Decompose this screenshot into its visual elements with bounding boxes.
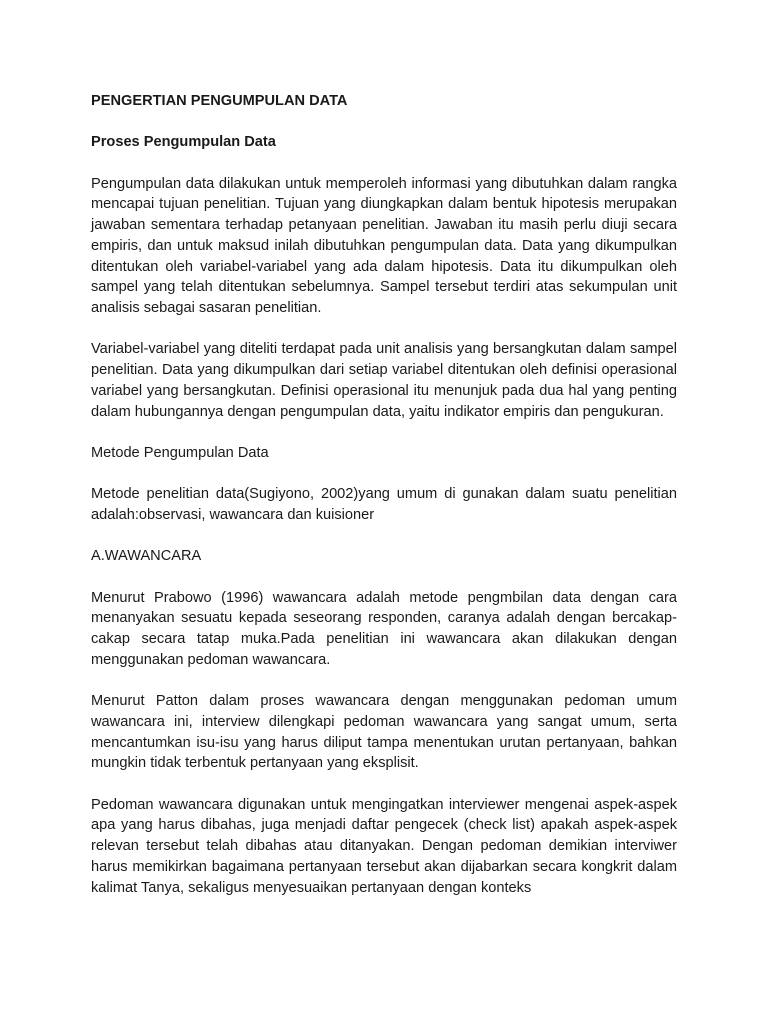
paragraph-pedoman: Pedoman wawancara digunakan untuk mengingatkan interviewer mengenai aspek-aspek apa yang harus dibahas, juga menjadi daftar pengecek (check list) apakah aspek-aspek relevan tersebut telah dibahas atau ditanyakan. Dengan pedoman demikian interviwer harus memikirkan bagaimana pertanyaan tersebut akan dijabarkan secara kongkrit dalam kalimat Tanya, sekaligus menyesuaikan pertanyaan dengan konteks	[91, 796, 677, 896]
paragraph-pengumpulan: Pengumpulan data dilakukan untuk memperoleh informasi yang dibutuhkan dalam rangka mencapai tujuan penelitian. Tujuan yang diungkapkan dalam bentuk hipotesis merupakan jawaban sementara terhadap petanyaan penelitian. Jawaban itu masih perlu diuji secara empiris, dan untuk maksud inilah dibutuhkan pengumpulan data. Data yang dikumpulkan ditentukan oleh variabel-variabel yang ada dalam hipotesis. Data itu dikumpulkan oleh sampel yang telah ditentukan sebelumnya. Sampel tersebut terdiri atas sekumpulan unit analisis sebagai sasaran penelitian.	[91, 175, 677, 316]
paragraph-variabel: Variabel-variabel yang diteliti terdapat pada unit analisis yang bersangkutan dalam sampel penelitian. Data yang dikumpulkan dari setiap variabel ditentukan oleh definisi operasional variabel yang bersangkutan. Definisi operasional itu menunjuk pada dua hal yang penting dalam hubungannya dengan pengumpulan data, yaitu indikator empiris dan pengukuran.	[91, 341, 677, 420]
document-title: PENGERTIAN PENGUMPULAN DATA	[91, 93, 348, 109]
paragraph-prabowo: Menurut Prabowo (1996) wawancara adalah metode pengmbilan data dengan cara menanyakan sesuatu kepada seseorang responden, caranya adalah dengan bercakap-cakap secara tatap muka.Pada penelitian ini wawancara akan dilakukan dengan menggunakan pedoman wawancara.	[91, 589, 677, 668]
document-page	[91, 91, 677, 898]
paragraph-patton: Menurut Patton dalam proses wawancara dengan menggunakan pedoman umum wawancara ini, interview dilengkapi pedoman wawancara yang sangat umum, serta mencantumkan isu-isu yang harus diliput tampa menentukan urutan pertanyaan, bahkan mungkin tidak terbentuk pertanyaan yang eksplisit.	[91, 693, 677, 772]
section-heading-metode: Metode Pengumpulan Data	[91, 444, 269, 461]
paragraph-metode: Metode penelitian data(Sugiyono, 2002)yang umum di gunakan dalam suatu penelitian adalah:observasi, wawancara dan kuisioner	[91, 486, 677, 523]
section-heading-proses: Proses Pengumpulan Data	[91, 134, 276, 151]
section-heading-wawancara: A.WAWANCARA	[91, 548, 202, 565]
